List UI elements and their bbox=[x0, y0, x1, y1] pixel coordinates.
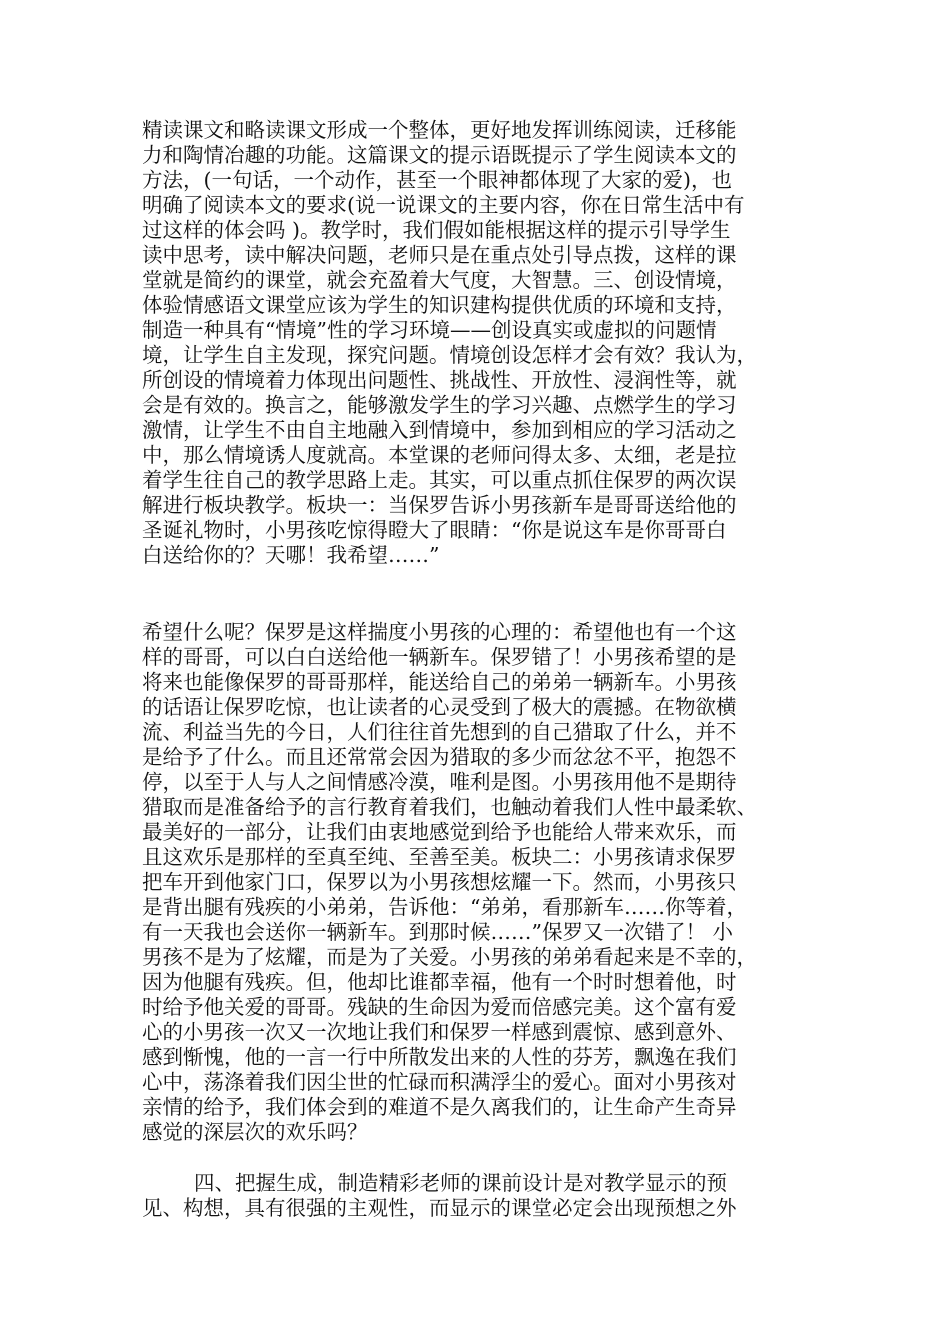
text-line: 解进行板块教学。板块一：当保罗告诉小男孩新车是哥哥送给他的 bbox=[142, 493, 737, 517]
text-line: 方法，(一句话，一个动作，甚至一个眼神都体现了大家的爱)，也 bbox=[142, 168, 732, 192]
text-line: 亲情的给予，我们体会到的难道不是久离我们的，让生命产生奇异 bbox=[142, 1095, 737, 1119]
text-line: 心的小男孩一次又一次地让我们和保罗一样感到震惊、感到意外、 bbox=[142, 1020, 737, 1044]
text-line: 堂就是简约的课堂，就会充盈着大气度，大智慧。三、创设情境， bbox=[142, 268, 737, 292]
text-line: 感觉的深层次的欢乐吗？ bbox=[142, 1120, 368, 1144]
text-line: 的话语让保罗吃惊，也让读者的心灵受到了极大的震撼。在物欲横 bbox=[142, 695, 737, 719]
paragraph-1 bbox=[142, 118, 810, 568]
text-line: 四、把握生成，制造精彩老师的课前设计是对教学显示的预 bbox=[194, 1171, 727, 1195]
text-line: 感到惭愧，他的一言一行中所散发出来的人性的芬芳，飘逸在我们 bbox=[142, 1045, 737, 1069]
text-line: 所创设的情境着力体现出问题性、挑战性、开放性、浸润性等，就 bbox=[142, 368, 737, 392]
text-line: 读中思考，读中解决问题，老师只是在重点处引导点拨，这样的课 bbox=[142, 243, 737, 267]
text-line: 明确了阅读本文的要求(说一说课文的主要内容，你在日常生活中有 bbox=[142, 193, 745, 217]
text-line: 样的哥哥，可以白白送给他一辆新车。保罗错了！小男孩希望的是 bbox=[142, 645, 737, 669]
text-line: 猎取而是准备给予的言行教育着我们，也触动着我们人性中最柔软、 bbox=[142, 795, 757, 819]
paragraph-2 bbox=[142, 620, 810, 1145]
text-line: 白送给你的？天哪！我希望……” bbox=[142, 543, 440, 567]
text-line: 激情，让学生不由自主地融入到情境中，参加到相应的学习活动之 bbox=[142, 418, 737, 442]
text-line: 会是有效的。换言之，能够激发学生的学习兴趣、点燃学生的学习 bbox=[142, 393, 737, 417]
text-line: 将来也能像保罗的哥哥那样，能送给自己的弟弟一辆新车。小男孩 bbox=[142, 670, 737, 694]
text-line: 着学生往自己的教学思路上走。其实，可以重点抓住保罗的两次误 bbox=[142, 468, 737, 492]
text-line: 过这样的体会吗 )。教学时，我们假如能根据这样的提示引导学生 bbox=[142, 218, 731, 242]
text-line: 时给予他关爱的哥哥。残缺的生命因为爱而倍感完美。这个富有爱 bbox=[142, 995, 737, 1019]
text-line: 最美好的一部分，让我们由衷地感觉到给予也能给人带来欢乐，而 bbox=[142, 820, 737, 844]
paragraph-3 bbox=[142, 1171, 810, 1221]
text-line: 停，以至于人与人之间情感冷漠，唯利是图。小男孩用他不是期待 bbox=[142, 770, 737, 794]
text-line: 心中，荡涤着我们因尘世的忙碌而积满浮尘的爱心。面对小男孩对 bbox=[142, 1070, 737, 1094]
document-body bbox=[142, 118, 810, 1221]
text-line: 因为他腿有残疾。但，他却比谁都幸福，他有一个时时想着他，时 bbox=[142, 970, 737, 994]
text-line: 精读课文和略读课文形成一个整体，更好地发挥训练阅读，迁移能 bbox=[142, 118, 737, 142]
text-line: 流、利益当先的今日，人们往往首先想到的自己猎取了什么，并不 bbox=[142, 720, 737, 744]
text-line: 把车开到他家门口，保罗以为小男孩想炫耀一下。然而，小男孩只 bbox=[142, 870, 737, 894]
text-line: 男孩不是为了炫耀，而是为了关爱。小男孩的弟弟看起来是不幸的， bbox=[142, 945, 757, 969]
text-line: 是背出腿有残疾的小弟弟，告诉他：“弟弟，看那新车……你等着， bbox=[142, 895, 747, 919]
text-line: 制造一种具有“情境”性的学习环境——创设真实或虚拟的问题情 bbox=[142, 318, 717, 342]
paragraph-gap bbox=[142, 568, 810, 620]
text-line: 希望什么呢？保罗是这样揣度小男孩的心理的：希望他也有一个这 bbox=[142, 620, 737, 644]
text-line: 体验情感语文课堂应该为学生的知识建构提供优质的环境和支持， bbox=[142, 293, 737, 317]
paragraph-gap bbox=[142, 1145, 810, 1171]
text-line: 中，那么情境诱人度就高。本堂课的老师问得太多、太细，老是拉 bbox=[142, 443, 737, 467]
text-line: 且这欢乐是那样的至真至纯、至善至美。板块二：小男孩请求保罗 bbox=[142, 845, 737, 869]
text-line: 见、构想，具有很强的主观性，而显示的课堂必定会出现预想之外 bbox=[142, 1196, 737, 1220]
text-line: 力和陶情冶趣的功能。这篇课文的提示语既提示了学生阅读本文的 bbox=[142, 143, 737, 167]
text-line: 有一天我也会送你一辆新车。到那时候……”保罗又一次错了！ 小 bbox=[142, 920, 733, 944]
text-line: 圣诞礼物时，小男孩吃惊得瞪大了眼睛：“你是说这车是你哥哥白 bbox=[142, 518, 727, 542]
text-line: 是给予了什么。而且还常常会因为猎取的多少而忿忿不平，抱怨不 bbox=[142, 745, 737, 769]
text-line: 境，让学生自主发现，探究问题。情境创设怎样才会有效？我认为， bbox=[142, 343, 757, 367]
